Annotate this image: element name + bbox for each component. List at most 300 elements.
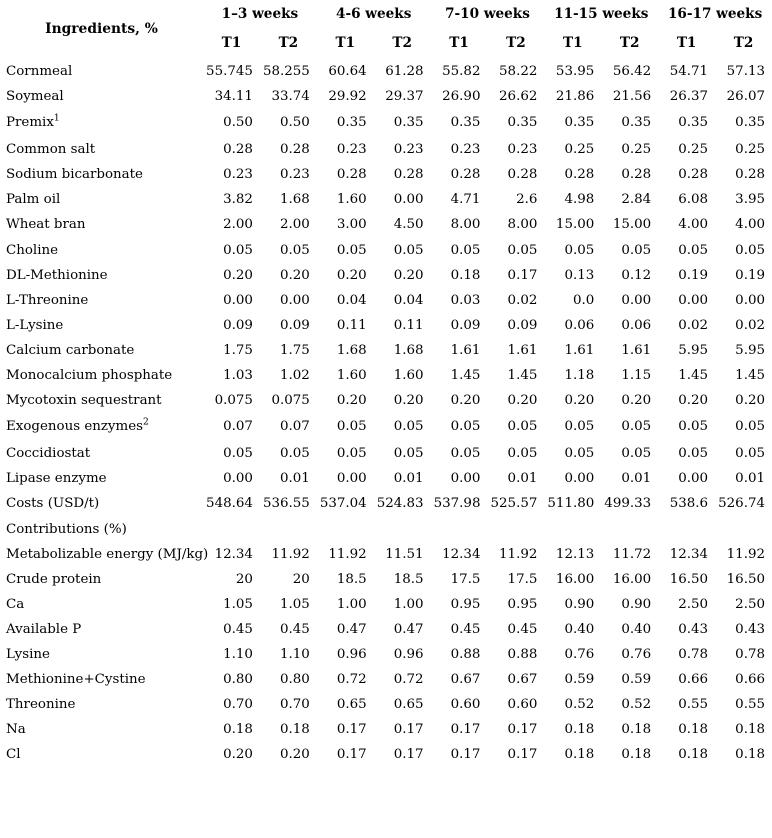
table-cell: 0.20 — [393, 267, 424, 283]
column-header-t2-5: T2 — [733, 35, 754, 51]
table-cell: 0.07 — [223, 419, 253, 435]
table-cell: 0.35 — [564, 115, 595, 131]
table-cell: 0.05 — [621, 446, 652, 462]
table-cell: 511.80 — [547, 496, 595, 512]
table-cell: 0.18 — [564, 722, 595, 738]
footnote-marker: 1 — [53, 113, 60, 124]
table-cell: 8.00 — [507, 217, 538, 233]
table-cell: 0.05 — [507, 419, 538, 435]
table-cell: 0.28 — [507, 167, 538, 183]
table-cell: 0.96 — [393, 646, 424, 662]
row-label: Palm oil — [6, 192, 61, 208]
table-cell: 0.02 — [678, 317, 709, 333]
table-cell: 0.88 — [450, 646, 481, 662]
table-cell: 0.65 — [393, 697, 424, 713]
table-cell: 0.76 — [564, 646, 595, 662]
table-cell: 0.19 — [735, 267, 765, 283]
table-cell: 0.04 — [336, 292, 367, 308]
table-cell: 526.74 — [718, 496, 765, 512]
table-cell: 2.00 — [223, 217, 253, 233]
table-cell: 0.50 — [279, 115, 310, 131]
table-cell: 55.82 — [442, 64, 481, 79]
table-cell: 0.23 — [450, 142, 481, 158]
table-cell: 0.18 — [678, 747, 709, 763]
table-cell: 0.04 — [393, 292, 424, 308]
table-cell: 0.17 — [450, 722, 481, 738]
table-cell: 0.60 — [450, 697, 481, 713]
table-cell: 29.92 — [328, 89, 367, 105]
table-cell: 0.0 — [572, 292, 595, 308]
table-cell: 0.12 — [621, 267, 652, 283]
table-cell: 26.37 — [669, 89, 709, 105]
table-cell: 1.68 — [279, 192, 310, 208]
table-cell: 1.60 — [336, 368, 367, 384]
table-cell: 0.28 — [678, 167, 709, 183]
table-cell: 0.23 — [507, 142, 538, 158]
table-cell: 0.20 — [223, 267, 253, 283]
table-cell: 0.00 — [223, 471, 253, 487]
row-label: Common salt — [6, 142, 96, 158]
table-cell: 0.05 — [279, 446, 310, 462]
table-cell: 0.20 — [564, 393, 595, 409]
table-cell: 54.71 — [669, 64, 709, 79]
table-row — [0, 187, 772, 212]
table-cell: 21.86 — [555, 89, 595, 105]
table-cell: 0.20 — [223, 747, 253, 763]
table-cell: 16.50 — [726, 571, 765, 587]
table-cell: 4.71 — [450, 192, 481, 208]
table-cell: 1.68 — [393, 342, 424, 358]
table-cell: 0.23 — [279, 167, 310, 183]
table-header — [0, 0, 772, 59]
table-cell: 0.25 — [678, 142, 709, 158]
table-cell: 0.66 — [678, 672, 709, 688]
table-cell: 2.50 — [735, 596, 765, 612]
row-label: Lipase enzyme — [6, 471, 107, 487]
table-cell: 0.05 — [336, 419, 367, 435]
row-label: Costs (USD/t) — [6, 496, 100, 512]
table-row — [0, 238, 772, 263]
table-cell: 0.20 — [735, 393, 765, 409]
table-cell: 4.98 — [564, 192, 595, 208]
table-cell: 0.43 — [678, 621, 709, 637]
table-cell: 0.18 — [279, 722, 310, 738]
table-cell: 0.00 — [393, 192, 424, 208]
table-cell: 0.06 — [564, 317, 595, 333]
table-cell: 0.28 — [564, 167, 595, 183]
table-cell: 33.74 — [271, 89, 310, 105]
table-cell: 1.03 — [223, 368, 253, 384]
table-row — [0, 742, 772, 767]
table-row — [0, 313, 772, 338]
table-cell: 11.92 — [499, 546, 538, 562]
table-cell: 0.45 — [279, 621, 310, 637]
table-cell: 0.05 — [393, 419, 424, 435]
column-header-t2-2: T2 — [392, 35, 412, 51]
table-cell: 3.00 — [336, 217, 367, 233]
column-header-t1-1: T1 — [221, 35, 242, 51]
table-cell: 15.00 — [555, 217, 595, 233]
table-cell: 58.255 — [262, 64, 310, 79]
header-period-row — [0, 0, 772, 30]
table-cell: 0.28 — [621, 167, 652, 183]
table-cell: 53.95 — [555, 64, 595, 79]
table-cell: 0.78 — [735, 646, 765, 662]
table-cell: 0.28 — [279, 142, 310, 158]
column-header-ingredients: Ingredients, % — [45, 20, 158, 37]
table-cell: 11.92 — [726, 546, 765, 562]
table-cell: 0.13 — [564, 267, 595, 283]
table-cell: 0.075 — [271, 393, 310, 409]
table-cell: 1.10 — [223, 646, 253, 662]
row-label: Cornmeal — [6, 64, 73, 79]
table-cell: 537.98 — [433, 496, 481, 512]
table-row — [0, 212, 772, 237]
table-cell: 0.96 — [336, 646, 367, 662]
table-cell: 0.05 — [735, 242, 765, 258]
table-cell: 15.00 — [612, 217, 652, 233]
table-row — [0, 109, 772, 137]
table-row — [0, 592, 772, 617]
table-cell: 34.11 — [214, 89, 253, 105]
table-cell: 20 — [235, 571, 253, 587]
table-cell: 0.76 — [621, 646, 652, 662]
table-cell: 0.65 — [336, 697, 367, 713]
table-cell: 58.22 — [499, 64, 538, 79]
table-row — [0, 413, 772, 441]
table-cell: 0.05 — [450, 242, 481, 258]
table-cell: 0.55 — [735, 697, 765, 713]
table-cell: 0.02 — [735, 317, 765, 333]
row-label: Contributions (%) — [6, 521, 127, 537]
table-cell: 0.28 — [223, 142, 253, 158]
table-cell: 0.20 — [678, 393, 709, 409]
table-cell: 1.61 — [450, 342, 481, 358]
table-cell: 5.95 — [735, 342, 765, 358]
table-cell: 0.19 — [678, 267, 709, 283]
table-cell: 0.90 — [621, 596, 652, 612]
table-cell: 1.02 — [279, 368, 310, 384]
table-row — [0, 338, 772, 363]
row-label: Wheat bran — [6, 217, 86, 233]
table-cell: 0.09 — [223, 317, 253, 333]
table-cell: 0.09 — [507, 317, 538, 333]
table-cell: 18.5 — [336, 571, 367, 587]
table-cell: 0.00 — [223, 292, 253, 308]
row-label: Methionine+Cystine — [6, 672, 146, 688]
row-label: Monocalcium phosphate — [6, 368, 173, 384]
row-label: Available P — [6, 621, 82, 637]
table-cell: 0.17 — [336, 747, 367, 763]
row-label: DL-Methionine — [6, 267, 108, 283]
column-group-header-2: 4-6 weeks — [336, 6, 412, 22]
table-cell: 20 — [292, 571, 310, 587]
table-cell: 11.92 — [328, 546, 367, 562]
table-cell: 0.47 — [393, 621, 424, 637]
table-cell: 2.6 — [516, 192, 538, 208]
table-cell: 0.17 — [393, 722, 424, 738]
table-cell: 0.52 — [564, 697, 595, 713]
table-cell: 55.745 — [206, 64, 253, 79]
table-cell: 26.07 — [726, 89, 765, 105]
table-cell: 0.59 — [621, 672, 652, 688]
table-cell: 0.23 — [336, 142, 367, 158]
table-cell: 0.25 — [621, 142, 652, 158]
row-label: Crude protein — [6, 571, 102, 587]
table-cell: 11.51 — [385, 546, 424, 562]
table-cell: 0.06 — [621, 317, 652, 333]
table-cell: 1.61 — [564, 342, 595, 358]
table-cell — [601, 517, 658, 542]
table-cell: 0.23 — [393, 142, 424, 158]
table-cell: 61.28 — [385, 64, 424, 79]
table-cell: 548.64 — [206, 496, 253, 512]
table-cell: 0.35 — [507, 115, 538, 131]
row-label: Na — [6, 722, 26, 738]
table-row — [0, 388, 772, 413]
table-cell: 0.52 — [621, 697, 652, 713]
table-cell: 0.28 — [336, 167, 367, 183]
table-cell: 0.05 — [678, 242, 709, 258]
table-row — [0, 263, 772, 288]
table-cell: 12.34 — [442, 546, 481, 562]
table-cell: 0.00 — [678, 292, 709, 308]
table-cell: 2.00 — [279, 217, 310, 233]
table-cell: 499.33 — [604, 496, 652, 512]
table-cell: 0.05 — [564, 242, 595, 258]
row-label: Lysine — [6, 646, 50, 662]
table-cell: 0.075 — [214, 393, 253, 409]
table-cell: 524.83 — [376, 496, 424, 512]
table-cell: 1.05 — [279, 596, 310, 612]
table-cell: 0.05 — [223, 242, 253, 258]
table-cell: 0.00 — [735, 292, 765, 308]
table-cell: 0.20 — [621, 393, 652, 409]
table-cell: 0.05 — [223, 446, 253, 462]
table-cell: 538.6 — [669, 496, 709, 512]
table-cell: 0.05 — [279, 242, 310, 258]
table-cell: 0.72 — [336, 672, 367, 688]
table-cell: 0.43 — [735, 621, 765, 637]
table-cell: 18.5 — [393, 571, 424, 587]
table-cell: 0.72 — [393, 672, 424, 688]
table-cell: 16.50 — [669, 571, 709, 587]
table-row — [0, 59, 772, 84]
table-cell: 0.05 — [393, 446, 424, 462]
table-cell: 0.20 — [336, 393, 367, 409]
table-cell: 16.00 — [612, 571, 652, 587]
table-cell: 537.04 — [319, 496, 367, 512]
row-label: Sodium bicarbonate — [6, 167, 143, 183]
table-cell: 0.70 — [223, 697, 253, 713]
table-cell: 0.28 — [393, 167, 424, 183]
table-cell — [317, 517, 374, 542]
table-cell: 1.45 — [507, 368, 538, 384]
table-cell: 0.05 — [735, 446, 765, 462]
table-cell: 4.00 — [735, 217, 765, 233]
column-header-t1-4: T1 — [563, 35, 583, 51]
table-cell: 0.67 — [450, 672, 481, 688]
table-cell: 0.35 — [450, 115, 481, 131]
table-cell: 1.60 — [336, 192, 367, 208]
table-cell: 12.34 — [214, 546, 253, 562]
table-cell: 4.50 — [393, 217, 424, 233]
table-cell — [374, 517, 431, 542]
table-cell: 1.61 — [507, 342, 538, 358]
table-cell: 0.20 — [507, 393, 538, 409]
row-label: Cl — [6, 747, 21, 763]
table-row — [0, 491, 772, 516]
table-cell: 1.45 — [450, 368, 481, 384]
table-cell: 2.84 — [621, 192, 652, 208]
table-cell: 0.20 — [336, 267, 367, 283]
table-cell: 0.59 — [564, 672, 595, 688]
table-cell: 536.55 — [262, 496, 310, 512]
table-cell: 17.5 — [450, 571, 481, 587]
table-cell: 0.66 — [735, 672, 765, 688]
table-cell: 0.17 — [507, 747, 538, 763]
table-cell: 0.80 — [223, 672, 253, 688]
table-cell: 0.05 — [621, 242, 652, 258]
table-cell: 0.45 — [223, 621, 253, 637]
table-cell: 0.05 — [735, 419, 765, 435]
table-cell: 0.28 — [735, 167, 765, 183]
table-cell: 0.18 — [735, 747, 765, 763]
table-cell: 0.11 — [336, 317, 367, 333]
table-cell: 0.45 — [507, 621, 538, 637]
table-cell: 1.60 — [393, 368, 424, 384]
table-cell — [658, 517, 715, 542]
table-cell: 0.17 — [393, 747, 424, 763]
table-cell: 0.01 — [621, 471, 652, 487]
table-cell: 0.78 — [678, 646, 709, 662]
table-row — [0, 717, 772, 742]
table-cell: 21.56 — [612, 89, 652, 105]
table-cell: 0.18 — [678, 722, 709, 738]
table-cell: 0.45 — [450, 621, 481, 637]
table-cell: 60.64 — [328, 64, 367, 79]
table-cell: 56.42 — [612, 64, 652, 79]
row-label: L-Lysine — [6, 317, 64, 333]
table-row — [0, 137, 772, 162]
table-cell: 57.13 — [726, 64, 765, 79]
table-cell: 0.47 — [336, 621, 367, 637]
row-label: Premix$^1$ — [6, 113, 60, 131]
table-cell: 0.28 — [450, 167, 481, 183]
table-cell: 0.20 — [279, 267, 310, 283]
table-cell: 1.10 — [279, 646, 310, 662]
table-row — [0, 162, 772, 187]
column-header-t2-4: T2 — [619, 35, 640, 51]
table-cell: 0.05 — [621, 419, 652, 435]
table-cell: 26.62 — [499, 89, 538, 105]
table-cell: 0.11 — [393, 317, 424, 333]
table-cell: 0.18 — [450, 267, 481, 283]
column-header-t2-3: T2 — [506, 35, 526, 51]
table-cell: 0.20 — [393, 393, 424, 409]
table-row — [0, 441, 772, 466]
table-cell: 0.17 — [507, 722, 538, 738]
table-cell: 0.18 — [735, 722, 765, 738]
table-cell: 0.03 — [450, 292, 481, 308]
table-cell: 0.05 — [678, 419, 709, 435]
table-cell — [487, 517, 544, 542]
row-label: L-Threonine — [6, 292, 89, 308]
table-cell: 0.05 — [450, 419, 481, 435]
table-cell: 0.18 — [621, 722, 652, 738]
table-cell: 0.01 — [735, 471, 765, 487]
table-cell: 0.20 — [279, 747, 310, 763]
table-cell: 0.35 — [393, 115, 424, 131]
table-cell: 1.75 — [223, 342, 253, 358]
table-row — [0, 617, 772, 642]
table-cell: 0.01 — [279, 471, 310, 487]
table-cell: 0.60 — [507, 697, 538, 713]
table-row — [0, 667, 772, 692]
table-cell: 0.95 — [507, 596, 538, 612]
table-cell: 0.70 — [279, 697, 310, 713]
table-cell: 0.95 — [450, 596, 481, 612]
column-group-header-4: 11-15 weeks — [554, 6, 649, 22]
table-cell: 17.5 — [507, 571, 538, 587]
table-cell: 0.05 — [450, 446, 481, 462]
table-cell: 0.18 — [621, 747, 652, 763]
table-cell: 525.57 — [490, 496, 538, 512]
table-cell: 0.00 — [621, 292, 652, 308]
table-cell: 0.05 — [678, 446, 709, 462]
table-cell: 8.00 — [450, 217, 481, 233]
row-label: Soymeal — [6, 89, 64, 105]
table-row — [0, 363, 772, 388]
table-cell: 1.45 — [678, 368, 709, 384]
column-group-header-1: 1–3 weeks — [221, 6, 299, 22]
table-cell: 0.35 — [678, 115, 709, 131]
table-cell: 1.05 — [223, 596, 253, 612]
table-cell — [260, 517, 317, 542]
table-cell: 0.05 — [564, 446, 595, 462]
table-cell: 0.90 — [564, 596, 595, 612]
table-cell: 0.25 — [735, 142, 765, 158]
table-cell: 0.35 — [621, 115, 652, 131]
table-cell: 0.17 — [507, 267, 538, 283]
row-label: Mycotoxin sequestrant — [6, 393, 162, 409]
table-cell — [715, 517, 772, 542]
table-cell: 4.00 — [678, 217, 709, 233]
table-cell — [431, 517, 488, 542]
table-cell: 2.50 — [678, 596, 709, 612]
table-cell: 11.72 — [612, 546, 652, 562]
table-cell: 0.35 — [735, 115, 765, 131]
table-cell: 1.00 — [336, 596, 367, 612]
table-cell: 0.00 — [336, 471, 367, 487]
table-cell: 6.08 — [678, 192, 709, 208]
table-cell: 0.09 — [279, 317, 310, 333]
table-cell: 12.13 — [555, 546, 595, 562]
table-row — [0, 642, 772, 667]
table-cell: 29.37 — [385, 89, 424, 105]
table-cell: 0.09 — [450, 317, 481, 333]
footnote-marker: 2 — [143, 417, 149, 428]
table-cell: 0.01 — [507, 471, 538, 487]
table-cell: 5.95 — [678, 342, 709, 358]
table-cell: 0.25 — [564, 142, 595, 158]
column-header-t1-2: T1 — [335, 35, 356, 51]
table-cell: 1.75 — [279, 342, 310, 358]
table-cell: 0.18 — [564, 747, 595, 763]
table-cell: 0.05 — [336, 446, 367, 462]
table-row — [0, 466, 772, 491]
table-cell: 0.18 — [223, 722, 253, 738]
